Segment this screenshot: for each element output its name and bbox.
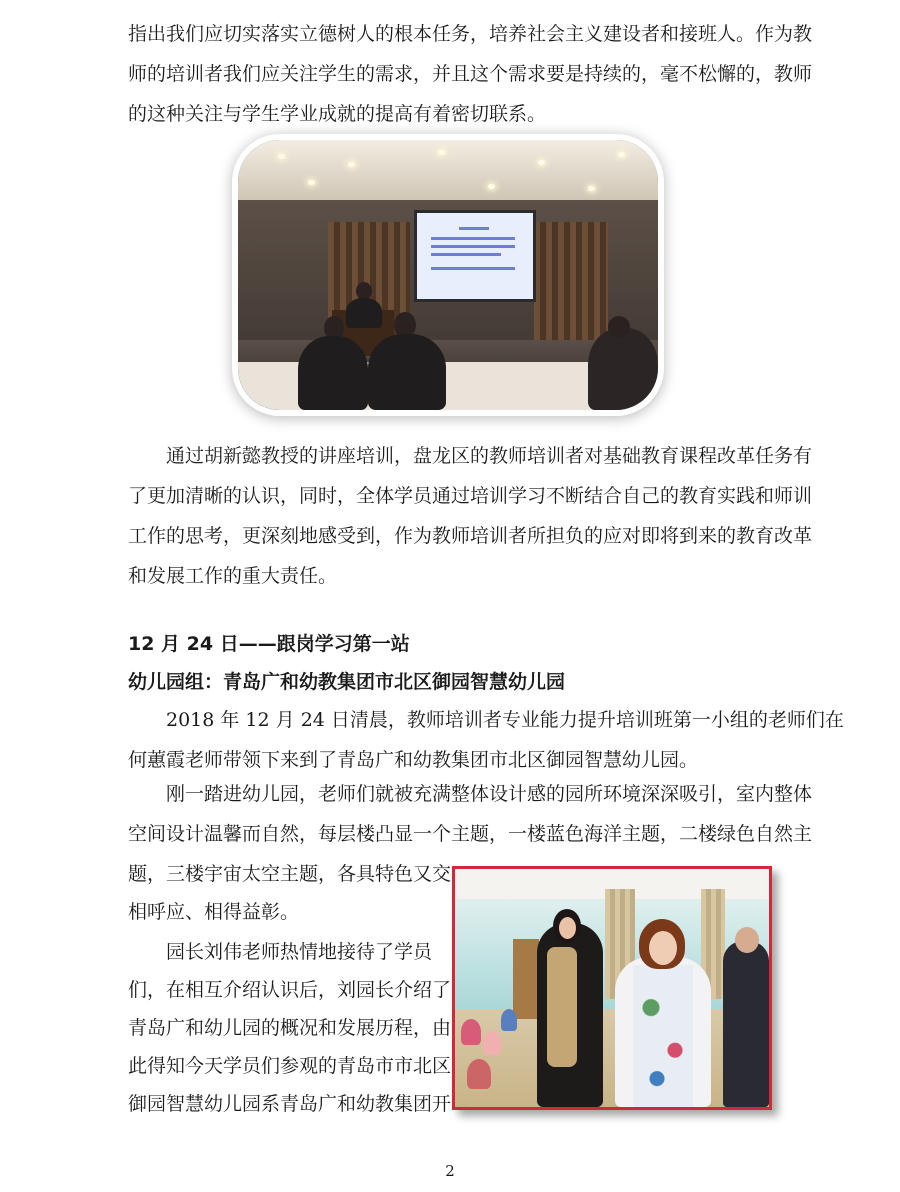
text-line: 工作的思考，更深刻地感受到，作为教师培训者所担负的应对即将到来的教育改革: [128, 525, 813, 547]
text-line: 何蕙霞老师带领下来到了青岛广和幼教集团市北区御园智慧幼儿园。: [128, 749, 699, 771]
text-line: 青岛广和幼儿园的概况和发展历程，由: [128, 1017, 452, 1039]
page-number: 2: [445, 1162, 455, 1180]
environment-paragraph: [128, 774, 813, 854]
visit-paragraph: [128, 700, 844, 780]
text-line: 园长刘伟老师热情地接待了学员: [166, 941, 433, 963]
text-line: 御园智慧幼儿园系青岛广和幼教集团开: [128, 1093, 452, 1115]
text-line: 的这种关注与学生学业成就的提高有着密切联系。: [128, 103, 547, 125]
lecture-hall-photo: [238, 140, 658, 410]
text-line: 题，三楼宇宙太空主题，各具特色又交: [128, 863, 452, 885]
date-heading: 12 月 24 日——跟岗学习第一站: [128, 633, 410, 655]
text-line: 和发展工作的重大责任。: [128, 565, 338, 587]
group-heading: 幼儿园组：青岛广和幼教集团市北区御园智慧幼儿园: [128, 671, 566, 693]
intro-paragraph: [128, 14, 813, 134]
text-line: 刚一踏进幼儿园，老师们就被充满整体设计感的园所环境深深吸引，室内整体: [166, 783, 813, 805]
text-line: 指出我们应切实落实立德树人的根本任务，培养社会主义建设者和接班人。作为教: [128, 23, 813, 45]
text-line: 通过胡新懿教授的讲座培训，盘龙区的教师培训者对基础教育课程改革任务有: [166, 445, 813, 467]
text-line: 了更加清晰的认识，同时，全体学员通过培训学习不断结合自己的教育实践和师训: [128, 485, 813, 507]
kindergarten-visit-photo: [452, 866, 772, 1110]
text-line: 们，在相互介绍认识后，刘园长介绍了: [128, 979, 452, 1001]
text-line: 此得知今天学员们参观的青岛市市北区: [128, 1055, 452, 1077]
text-line: 师的培训者我们应关注学生的需求，并且这个需求要是持续的，毫不松懈的，教师: [128, 63, 813, 85]
summary-paragraph: [128, 436, 813, 596]
text-line: 空间设计温馨而自然，每层楼凸显一个主题，一楼蓝色海洋主题，二楼绿色自然主: [128, 823, 813, 845]
text-line: 2018 年 12 月 24 日清晨，教师培训者专业能力提升培训班第一小组的老师们在: [166, 709, 844, 731]
text-line: 相呼应、相得益彰。: [128, 901, 300, 923]
